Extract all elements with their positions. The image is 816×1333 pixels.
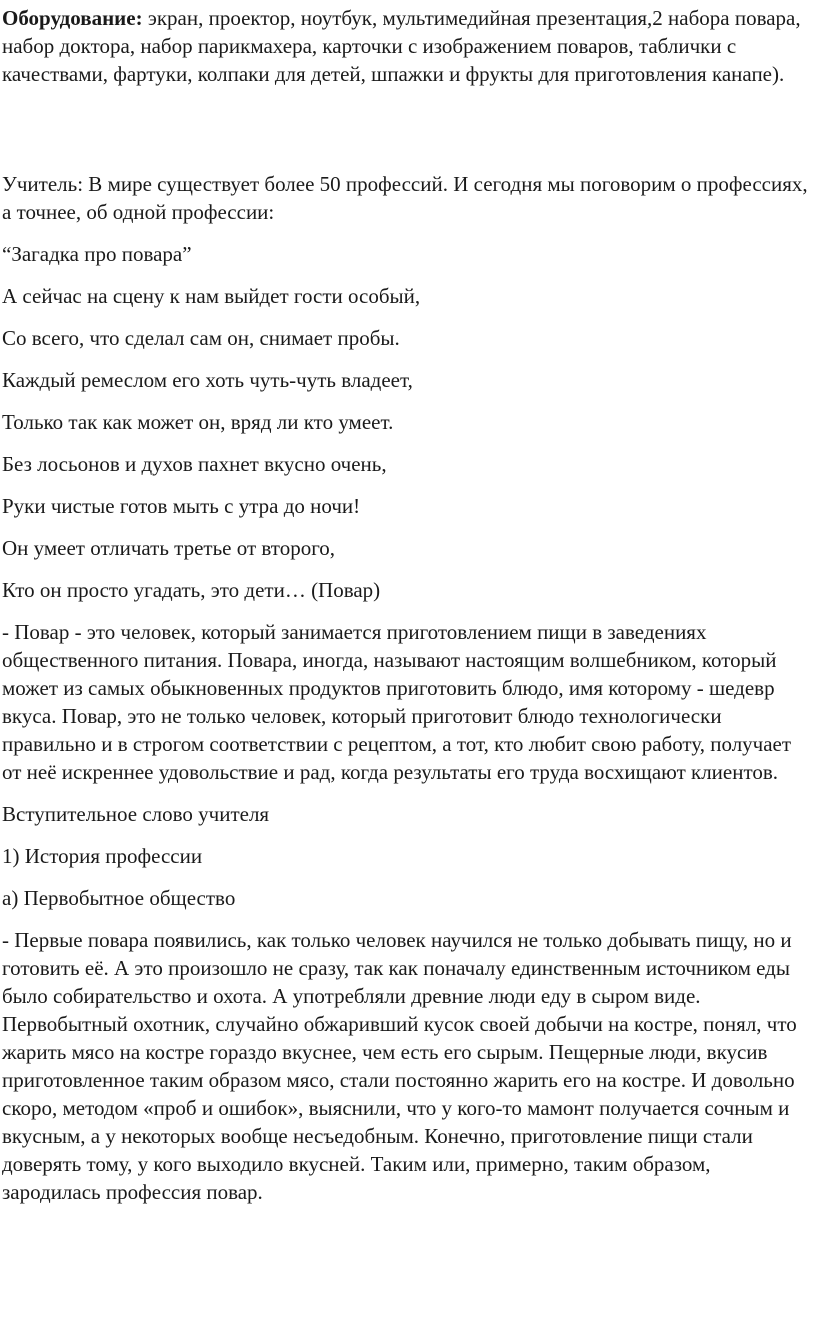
teacher-intro: Учитель: В мире существует более 50 профессий. И сегодня мы поговорим о профессиях, а точнее, об одной профессии: — [2, 172, 808, 224]
riddle-line-8: Кто он просто угадать, это дети… (Повар) — [2, 578, 381, 602]
primitive-heading: а) Первобытное общество — [2, 886, 236, 910]
equipment-label: Оборудование: — [2, 6, 143, 30]
riddle-line-4: Только так как может он, вряд ли кто умеет. — [2, 410, 394, 434]
equipment-text: экран, проектор, ноутбук, мультимедийная презентация,2 набора повара, набор доктора, набор парикмахера, карточки с изображением поваров, таблички с качествами, фартуки, колпаки для детей, шпажки и фрукты для приготовления канапе). — [2, 6, 801, 86]
riddle-title: “Загадка про повара” — [2, 242, 192, 266]
cook-description: - Повар - это человек, который занимается приготовлением пищи в заведениях общественного питания. Повара, иногда, называют настоящим волшебником, который может из самых обыкновенных продуктов приготовить блюдо, имя которому - шедевр вкуса. Повар, это не только человек, который приготовит блюдо технологически правильно и в строгом соответствии с рецептом, а тот, кто любит свою работу, получает от неё искреннее удовольствие и рад, когда результаты его труда восхищают клиентов. — [2, 620, 792, 784]
riddle-line-7: Он умеет отличать третье от второго, — [2, 536, 336, 560]
primitive-text: - Первые повара появились, как только человек научился не только добывать пищу, но и готовить её. А это произошло не сразу, так как поначалу единственным источником еды было собирательство и охота. А употребляли древние люди еду в сыром виде. Первобытный охотник, случайно обжаривший кусок своей добычи на костре, понял, что жарить мясо на костре гораздо вкуснее, чем есть его сырым. Пещерные люди, вкусив приготовленное таким образом мясо, стали постоянно жарить его на костре. И довольно скоро, методом «проб и ошибок», выяснили, что у кого-то мамонт получается сочным и вкусным, а у некоторых вообще несъедобным. Конечно, приготовление пищи стали доверять тому, у кого выходило вкусней. Таким или, примерно, таким образом, зародилась профессия повар. — [2, 928, 797, 1204]
intro-word-heading: Вступительное слово учителя — [2, 802, 270, 826]
equipment-paragraph — [0, 4, 810, 88]
riddle-line-5: Без лосьонов и духов пахнет вкусно очень, — [2, 452, 387, 476]
riddle-line-3: Каждый ремеслом его хоть чуть-чуть владеет, — [2, 368, 413, 392]
riddle-line-1: А сейчас на сцену к нам выйдет гости особый, — [2, 284, 421, 308]
blank-space — [0, 88, 816, 170]
history-heading: 1) История профессии — [2, 844, 203, 868]
riddle-line-2: Со всего, что сделал сам он, снимает пробы. — [2, 326, 400, 350]
riddle-line-6: Руки чистые готов мыть с утра до ночи! — [2, 494, 361, 518]
